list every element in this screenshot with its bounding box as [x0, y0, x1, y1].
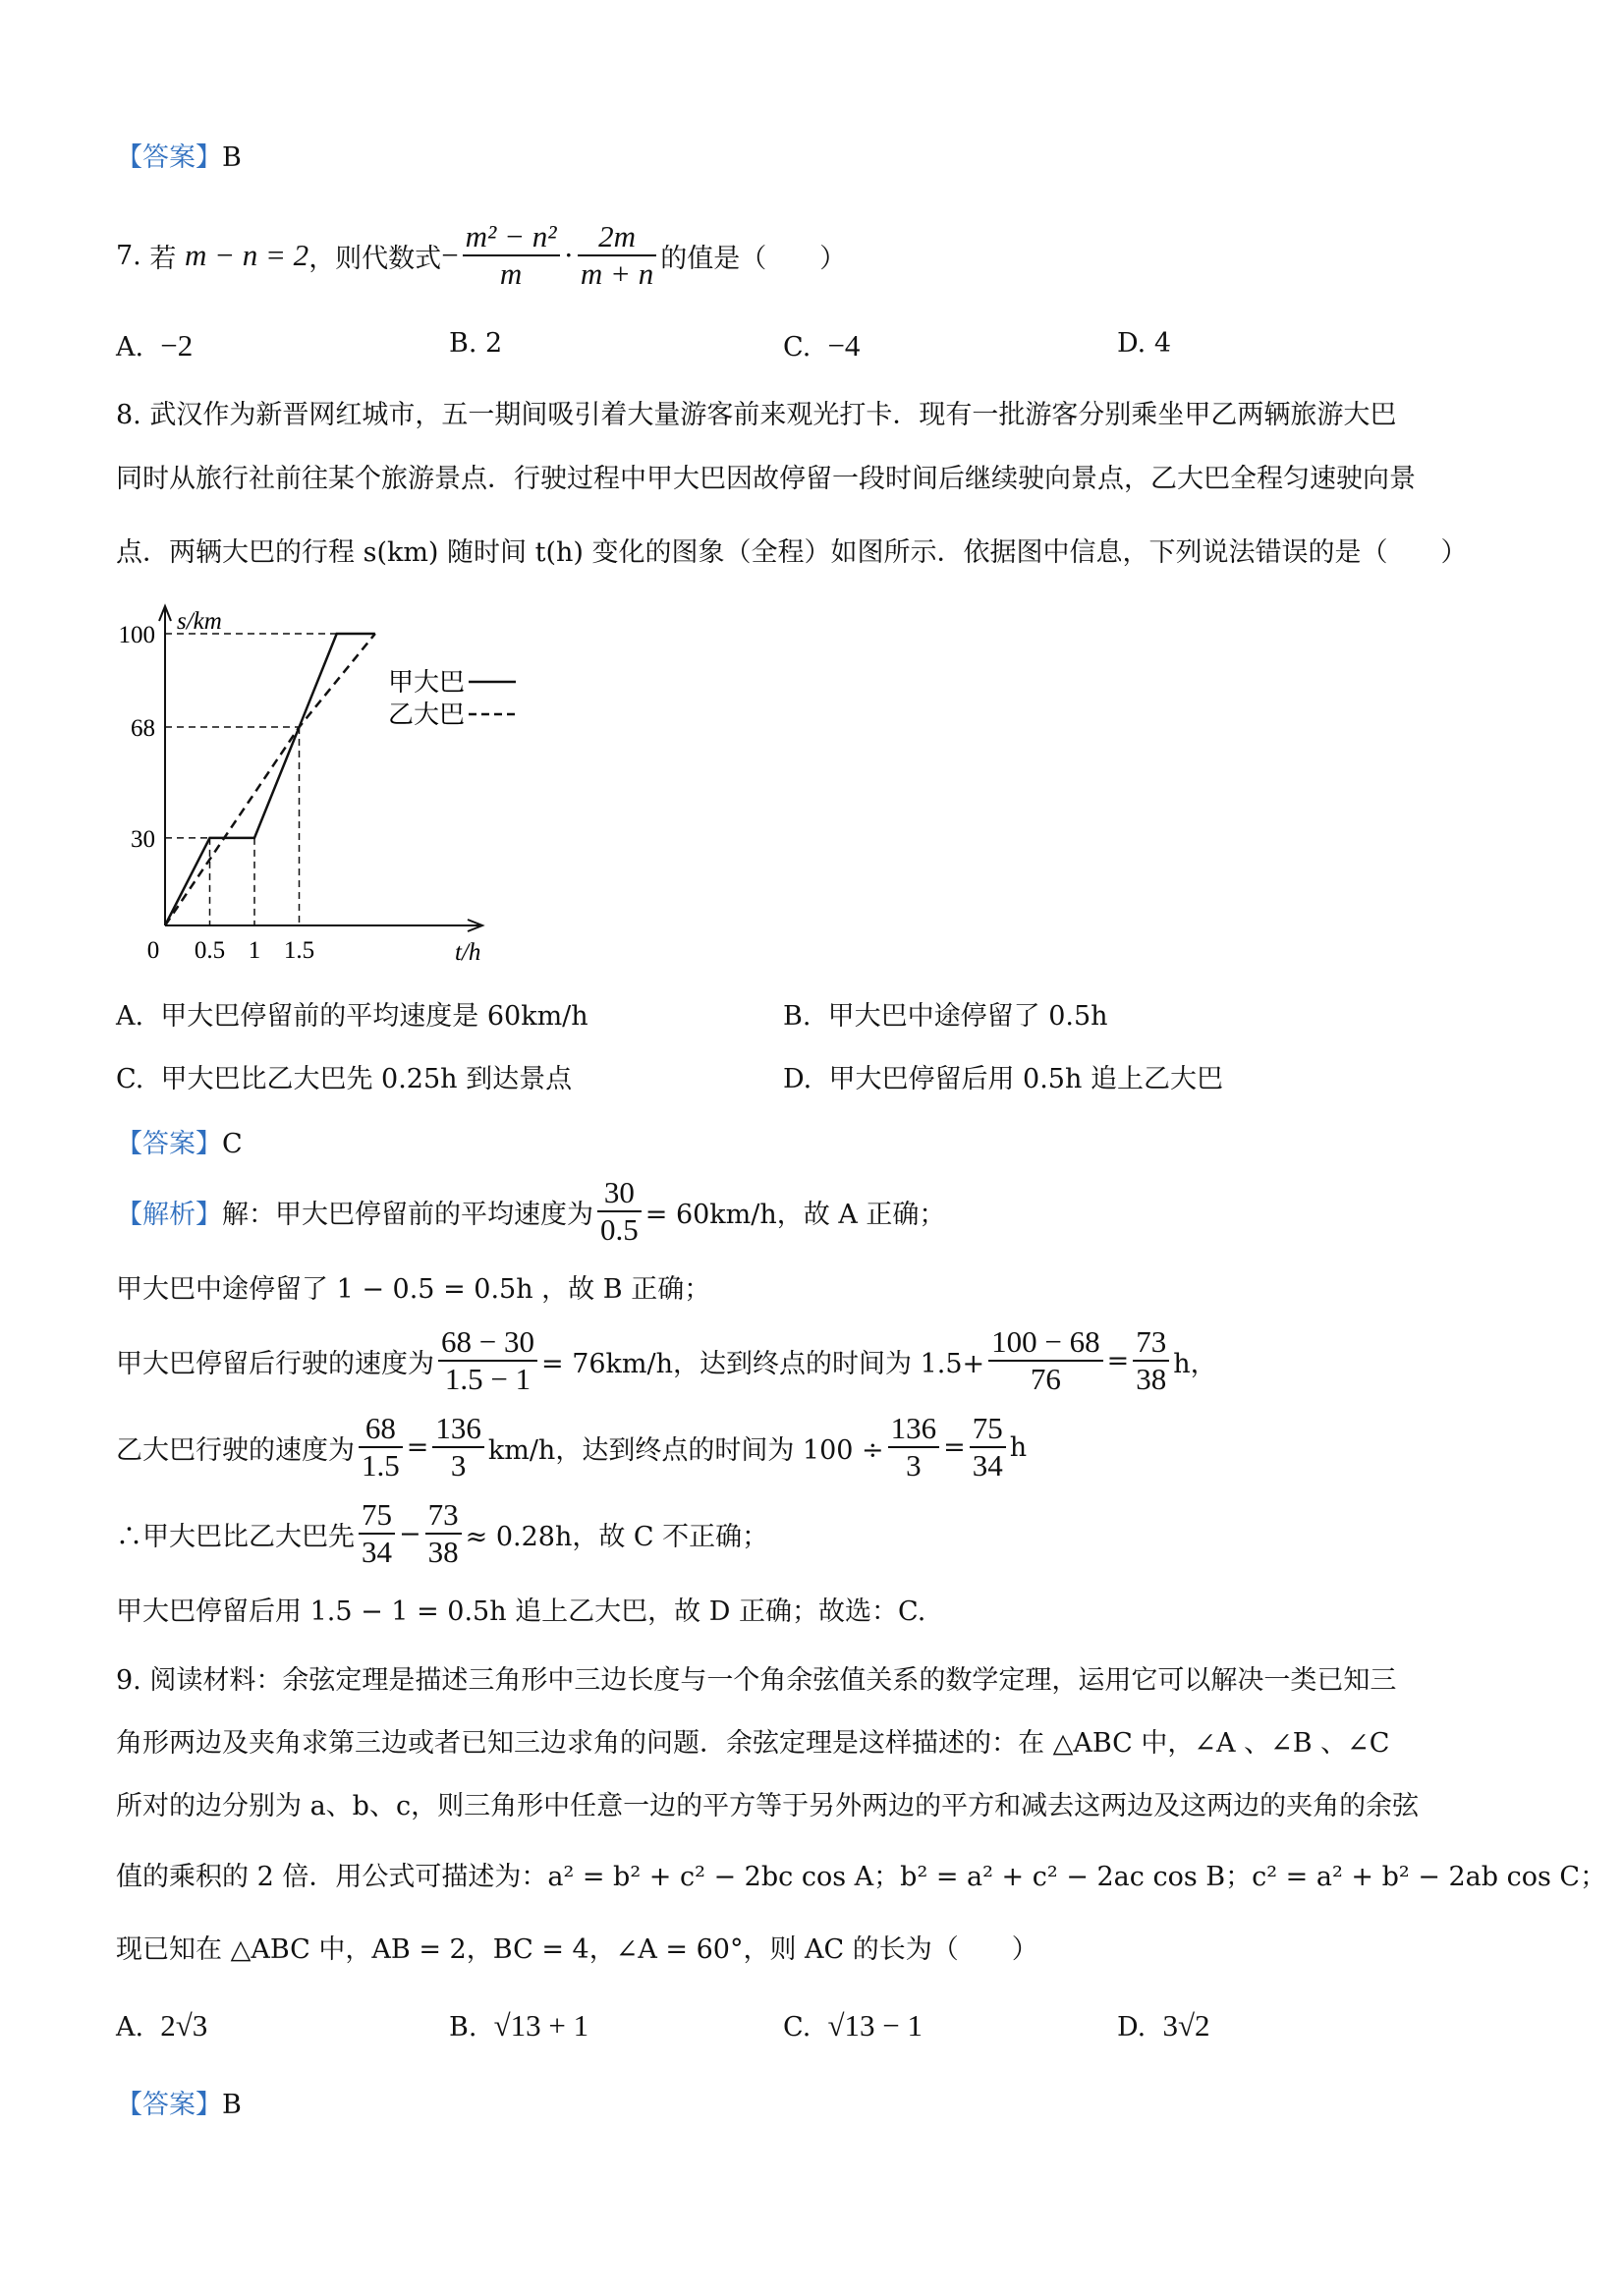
q7-condition: m − n = 2 [184, 238, 309, 272]
q7-option-a [116, 328, 193, 364]
option-letter: A. [116, 1001, 144, 1032]
analysis-line-6: 甲大巴停留后用 1.5 − 1 = 0.5h 追上乙大巴，故 D 正确；故选：C. [116, 1596, 926, 1627]
fraction-numerator: m² − n² [463, 219, 560, 256]
y-axis-label: s/km [177, 608, 222, 635]
q8-chart [108, 594, 570, 968]
q7-text-2: ，则代数式 [308, 243, 442, 274]
q7-option-c [783, 328, 860, 364]
option-letter: D. [1117, 328, 1147, 359]
option-letter: B. [449, 2012, 477, 2043]
q8-option-a [116, 994, 588, 1033]
analysis-text: ∴甲大巴比乙大巴先 [116, 1521, 355, 1552]
q8-stem-line-2: 同时从旅行社前往某个旅游景点．行驶过程中甲大巴因故停留一段时间后继续驶向景点，乙大巴全程匀速驶向景 [116, 464, 1416, 494]
legend-label-0: 甲大巴 [388, 668, 466, 698]
q7-fraction-1 [463, 219, 560, 291]
option-text: −4 [827, 328, 861, 363]
option-text: 甲大巴停留前的平均速度是 60km/h [160, 1001, 588, 1032]
y-tick-label: 30 [131, 825, 155, 853]
q8-stem-line-3: 点．两辆大巴的行程 s(km) 随时间 t(h) 变化的图象（全程）如图所示．依据图中信息，下列说法错误的是（ ） [116, 537, 1468, 568]
q7-number: 7. [116, 240, 141, 271]
option-text: √13 − 1 [827, 2008, 923, 2043]
fraction-numerator: 30 [597, 1175, 642, 1212]
x-axis-label: t/h [455, 939, 481, 966]
q9-stem-line-1: 9. 阅读材料：余弦定理是描述三角形中三边长度与一个角余弦值关系的数学定理，运用它可以解决一类已知三 [116, 1665, 1397, 1696]
fraction-numerator: 68 − 30 [438, 1324, 537, 1362]
q6-answer [116, 136, 242, 174]
fraction-numerator: 136 [888, 1411, 940, 1448]
fraction-numerator: 100 − 68 [988, 1324, 1102, 1362]
analysis-line-4 [116, 1405, 1027, 1489]
analysis-text: = 60km/h，故 A 正确； [644, 1199, 946, 1230]
option-letter: C. [116, 1064, 144, 1094]
q7-dot: · [563, 238, 574, 272]
fraction-denominator: m + n [580, 256, 654, 291]
analysis-fraction [888, 1411, 940, 1483]
fraction-numerator: 136 [432, 1411, 484, 1448]
option-text: √13 + 1 [493, 2008, 589, 2043]
q8-option-b [783, 994, 1108, 1033]
answer-label: 【答案】 [116, 142, 222, 173]
option-letter: D. [783, 1064, 812, 1094]
fraction-denominator: 0.5 [600, 1212, 639, 1247]
q9-stem-line-2: 角形两边及夹角求第三边或者已知三边求角的问题．余弦定理是这样描述的：在 △ABC 中，∠A 、∠B 、∠C [116, 1728, 1390, 1759]
fraction-numerator: 75 [359, 1497, 395, 1535]
analysis-text: 乙大巴行驶的速度为 [116, 1434, 355, 1466]
fraction-denominator: 76 [1030, 1362, 1061, 1396]
option-letter: A. [116, 332, 144, 363]
analysis-text: = [943, 1431, 966, 1463]
x-tick-label: 1 [248, 937, 261, 964]
legend-label-1: 乙大巴 [388, 700, 466, 730]
option-letter: C. [783, 332, 812, 363]
option-letter: C. [783, 2012, 812, 2043]
analysis-label: 【解析】 [116, 1199, 222, 1230]
q9-answer [116, 2083, 242, 2121]
analysis-fraction [425, 1497, 462, 1569]
q8-option-d [783, 1057, 1223, 1095]
q9-stem-line-3: 所对的边分别为 a、b、c，则三角形中任意一边的平方等于另外两边的平方和减去这两边及这两边的夹角的余弦 [116, 1791, 1420, 1821]
fraction-denominator: 34 [362, 1535, 392, 1569]
analysis-line-5 [116, 1491, 768, 1576]
q9-option-a [116, 2008, 207, 2044]
answer-label: 【答案】 [116, 2090, 222, 2120]
analysis-text: h， [1173, 1348, 1217, 1379]
analysis-fraction [970, 1411, 1006, 1483]
x-tick-label: 0 [146, 937, 160, 964]
analysis-text: ≈ 0.28h，故 C 不正确； [465, 1521, 769, 1552]
fraction-denominator: m [499, 256, 523, 291]
option-text: 甲大巴比乙大巴先 0.25h 到达景点 [160, 1064, 573, 1094]
analysis-text: km/h，达到终点的时间为 100 ÷ [487, 1434, 884, 1466]
q9-option-c [783, 2008, 923, 2044]
answer-value: C [222, 1129, 243, 1159]
y-tick-label: 68 [131, 715, 155, 743]
answer-label: 【答案】 [116, 1129, 222, 1159]
fraction-denominator: 1.5 [362, 1448, 400, 1483]
option-text: 4 [1153, 328, 1172, 359]
q7-option-d [1117, 328, 1171, 359]
q9-option-b [449, 2008, 588, 2044]
analysis-fraction [597, 1175, 642, 1247]
option-text: 甲大巴中途停留了 0.5h [827, 1001, 1108, 1032]
analysis-fraction [1133, 1324, 1169, 1396]
option-text: 甲大巴停留后用 0.5h 追上乙大巴 [828, 1064, 1223, 1094]
analysis-fraction [988, 1324, 1102, 1396]
analysis-text: 甲大巴停留后行驶的速度为 [116, 1348, 434, 1379]
analysis-line-2: 甲大巴中途停留了 1 − 0.5 = 0.5h ，故 B 正确； [116, 1274, 711, 1305]
x-tick-label: 0.5 [194, 937, 226, 964]
analysis-line-3 [116, 1318, 1217, 1403]
analysis-line-1 [116, 1169, 945, 1254]
fraction-denominator: 3 [906, 1448, 922, 1483]
q8-stem-line-1: 8. 武汉作为新晋网红城市，五一期间吸引着大量游客前来观光打卡．现有一批游客分别乘坐甲乙两辆旅游大巴 [116, 400, 1397, 430]
q9-stem-line-4: 值的乘积的 2 倍．用公式可描述为：a² = b² + c² − 2bc cos A；b² = a² + c² − 2ac cos B；c² = a² + b² − 2ab cos C； [116, 1862, 1607, 1892]
option-text: −2 [160, 328, 194, 363]
analysis-text: h [1009, 1431, 1028, 1463]
fraction-numerator: 73 [1133, 1324, 1169, 1362]
fraction-denominator: 38 [1136, 1362, 1167, 1396]
analysis-text: = [1106, 1345, 1130, 1376]
fraction-denominator: 1.5 − 1 [444, 1362, 532, 1396]
option-text: 2 [485, 328, 503, 359]
q9-option-d [1117, 2008, 1209, 2044]
q7-option-b [449, 328, 502, 359]
y-tick-label: 100 [118, 622, 155, 648]
fraction-denominator: 34 [972, 1448, 1003, 1483]
fraction-numerator: 2m [578, 219, 656, 256]
q7-minus-sign: − [441, 238, 459, 272]
analysis-fraction [359, 1497, 395, 1569]
x-tick-label: 1.5 [283, 937, 315, 964]
series-line-1 [165, 634, 375, 925]
fraction-numerator: 73 [425, 1497, 462, 1535]
fraction-numerator: 75 [970, 1411, 1006, 1448]
analysis-text: 解：甲大巴停留前的平均速度为 [222, 1199, 593, 1230]
q8-option-c [116, 1057, 572, 1095]
series-line-0 [165, 634, 375, 925]
analysis-fraction [359, 1411, 403, 1483]
analysis-text: = 76km/h，达到终点的时间为 1.5+ [540, 1348, 985, 1379]
option-letter: A. [116, 2012, 144, 2043]
q7-text-1: 若 [149, 243, 177, 274]
analysis-text: = [406, 1431, 429, 1463]
fraction-denominator: 3 [450, 1448, 467, 1483]
q9-stem-line-5: 现已知在 △ABC 中，AB = 2，BC = 4，∠A = 60°，则 AC 的长为（ ） [116, 1934, 1038, 1965]
option-letter: D. [1117, 2012, 1147, 2043]
option-text: 2√3 [160, 2008, 208, 2043]
option-letter: B. [783, 1001, 812, 1032]
q7-text-3: 的值是（ ） [660, 243, 847, 274]
fraction-numerator: 68 [359, 1411, 403, 1448]
answer-value: B [222, 2090, 242, 2120]
option-letter: B. [449, 328, 477, 359]
analysis-text: − [399, 1518, 421, 1549]
q7-stem [116, 208, 846, 303]
analysis-fraction [438, 1324, 537, 1396]
q7-fraction-2 [578, 219, 656, 291]
answer-value: B [222, 142, 242, 173]
fraction-denominator: 38 [427, 1535, 459, 1569]
q8-answer [116, 1122, 243, 1160]
analysis-fraction [432, 1411, 484, 1483]
option-text: 3√2 [1162, 2008, 1210, 2043]
